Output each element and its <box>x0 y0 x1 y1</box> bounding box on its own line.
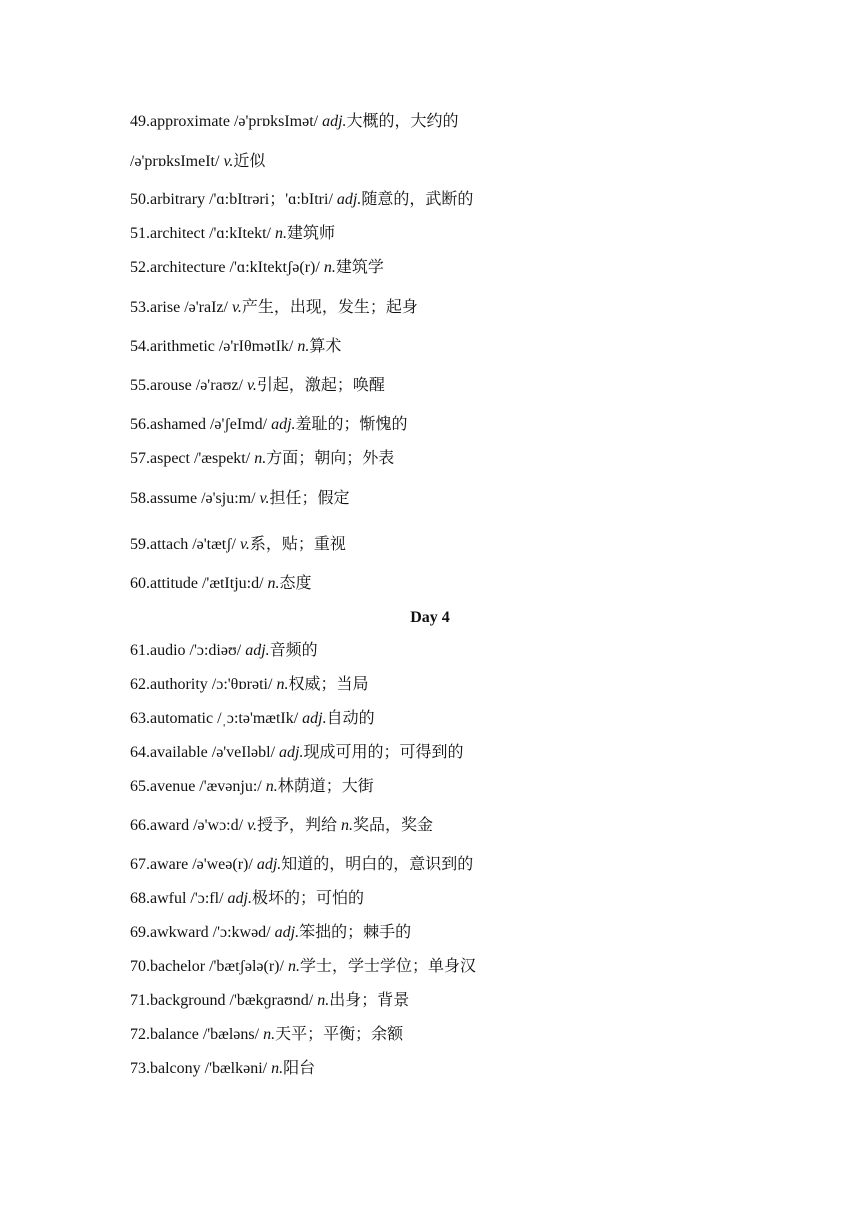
vocab-entry: 66.award /ə'wɔ:d/ v.授予，判给 n.奖品，奖金 <box>130 817 434 834</box>
vocab-entry: 62.authority /ɔ:'θɒrəti/ n.权威；当局 <box>130 676 369 693</box>
vocab-entry: 64.available /ə'veIləbl/ adj.现成可用的；可得到的 <box>130 744 464 761</box>
day-heading: Day 4 <box>410 609 450 626</box>
vocab-entry: 49.approximate /ə'prɒksImət/ adj.大概的，大约的 <box>130 113 459 130</box>
vocab-entry: /ə'prɒksImeIt/ v.近似 <box>130 153 266 170</box>
vocab-entry: 56.ashamed /ə'ʃeImd/ adj.羞耻的；惭愧的 <box>130 416 408 433</box>
vocab-entry: 65.avenue /'ævənju:/ n.林荫道；大街 <box>130 778 374 795</box>
vocab-entry: 55.arouse /ə'raʊz/ v.引起，激起；唤醒 <box>130 377 385 394</box>
vocab-entry: 57.aspect /'æspekt/ n.方面；朝向；外表 <box>130 450 395 467</box>
vocab-entry: 69.awkward /'ɔ:kwəd/ adj.笨拙的；棘手的 <box>130 924 412 941</box>
vocab-entry: 54.arithmetic /ə'rIθmətIk/ n.算术 <box>130 338 342 355</box>
vocab-entry: 68.awful /'ɔ:fl/ adj.极坏的；可怕的 <box>130 890 364 907</box>
vocab-entry: 71.background /'bækɡraʊnd/ n.出身；背景 <box>130 992 410 1009</box>
vocab-entry: 70.bachelor /'bætʃələ(r)/ n.学士，学士学位；单身汉 <box>130 958 476 975</box>
vocab-entry: 61.audio /'ɔ:diəʊ/ adj.音频的 <box>130 642 318 659</box>
vocab-entry: 52.architecture /'ɑ:kItektʃə(r)/ n.建筑学 <box>130 259 384 276</box>
vocab-entry: 53.arise /ə'raIz/ v.产生，出现，发生；起身 <box>130 299 418 316</box>
vocab-entry: 67.aware /ə'weə(r)/ adj.知道的，明白的，意识到的 <box>130 856 474 873</box>
vocab-entry: 50.arbitrary /'ɑ:bItrəri；'ɑ:bItri/ adj.随意的，武断的 <box>130 191 474 208</box>
vocab-entry: 58.assume /ə'sju:m/ v.担任；假定 <box>130 490 350 507</box>
vocab-entry: 59.attach /ə'tætʃ/ v.系，贴；重视 <box>130 536 346 553</box>
vocab-entry: 60.attitude /'ætItju:d/ n.态度 <box>130 575 312 592</box>
vocab-entry: 73.balcony /'bælkəni/ n.阳台 <box>130 1060 316 1077</box>
vocab-entry: 72.balance /'bæləns/ n.天平；平衡；余额 <box>130 1026 404 1043</box>
vocab-entry: 63.automatic /ˌɔ:tə'mætIk/ adj.自动的 <box>130 710 375 727</box>
vocab-entry: 51.architect /'ɑ:kItekt/ n.建筑师 <box>130 225 335 242</box>
